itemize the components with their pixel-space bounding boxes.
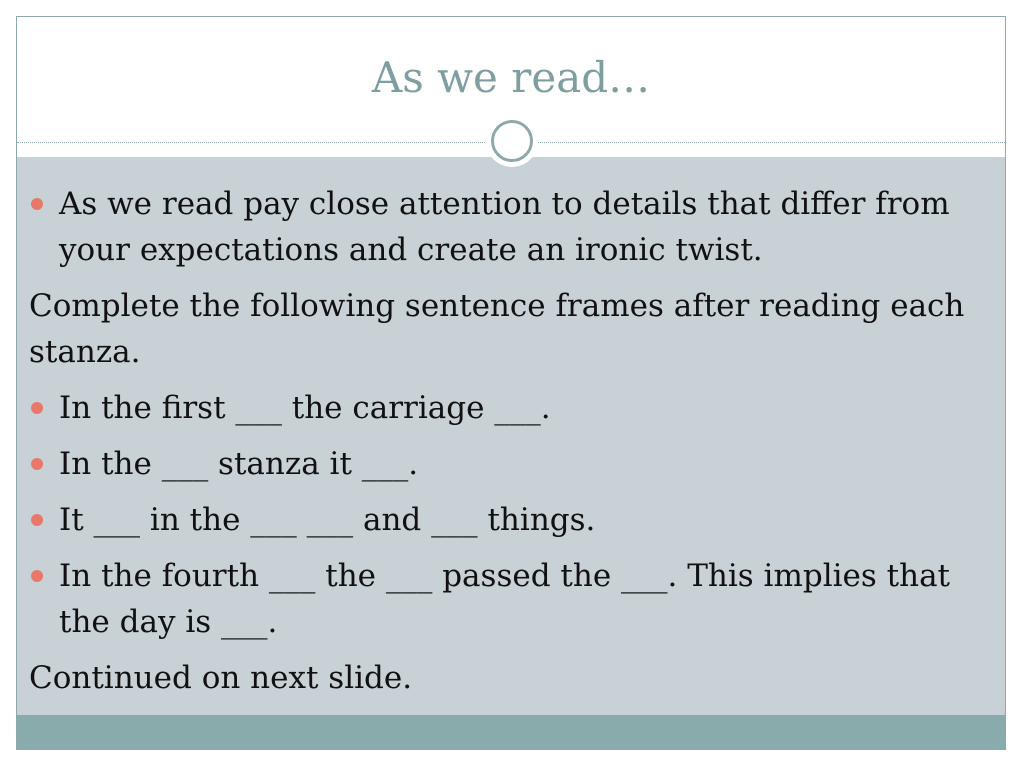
- continued-note: [27, 655, 967, 701]
- slide-title: As we read…: [371, 53, 651, 102]
- list-item-text: In the first ___ the carriage ___.: [59, 390, 551, 426]
- paragraph-text: Complete the following sentence frames after reading each stanza.: [29, 288, 965, 370]
- instruction-paragraph: [27, 283, 967, 375]
- slide: [16, 16, 1006, 750]
- content-list: [27, 181, 967, 711]
- list-item-text: In the ___ stanza it ___.: [59, 446, 419, 482]
- bullet-dot-icon: [31, 570, 43, 582]
- list-item-text: In the fourth ___ the ___ passed the ___. This implies that the day is ___.: [59, 558, 951, 640]
- paragraph-text: Continued on next slide.: [29, 660, 413, 696]
- list-item: [27, 553, 967, 645]
- content-area: [17, 157, 1005, 715]
- bullet-dot-icon: [31, 402, 43, 414]
- list-item: [27, 497, 967, 543]
- circle-ornament-icon: [486, 115, 538, 167]
- bullet-dot-icon: [31, 458, 43, 470]
- list-item-text: It ___ in the ___ ___ and ___ things.: [59, 502, 596, 538]
- bullet-dot-icon: [31, 514, 43, 526]
- list-item: [27, 441, 967, 487]
- bullet-dot-icon: [31, 198, 43, 210]
- list-item: [27, 385, 967, 431]
- list-item: [27, 181, 967, 273]
- circle-ring-icon: [491, 120, 533, 162]
- footer-band: [17, 715, 1005, 749]
- list-item-text: As we read pay close attention to details that differ from your expectations and create an ironic twist.: [59, 186, 950, 268]
